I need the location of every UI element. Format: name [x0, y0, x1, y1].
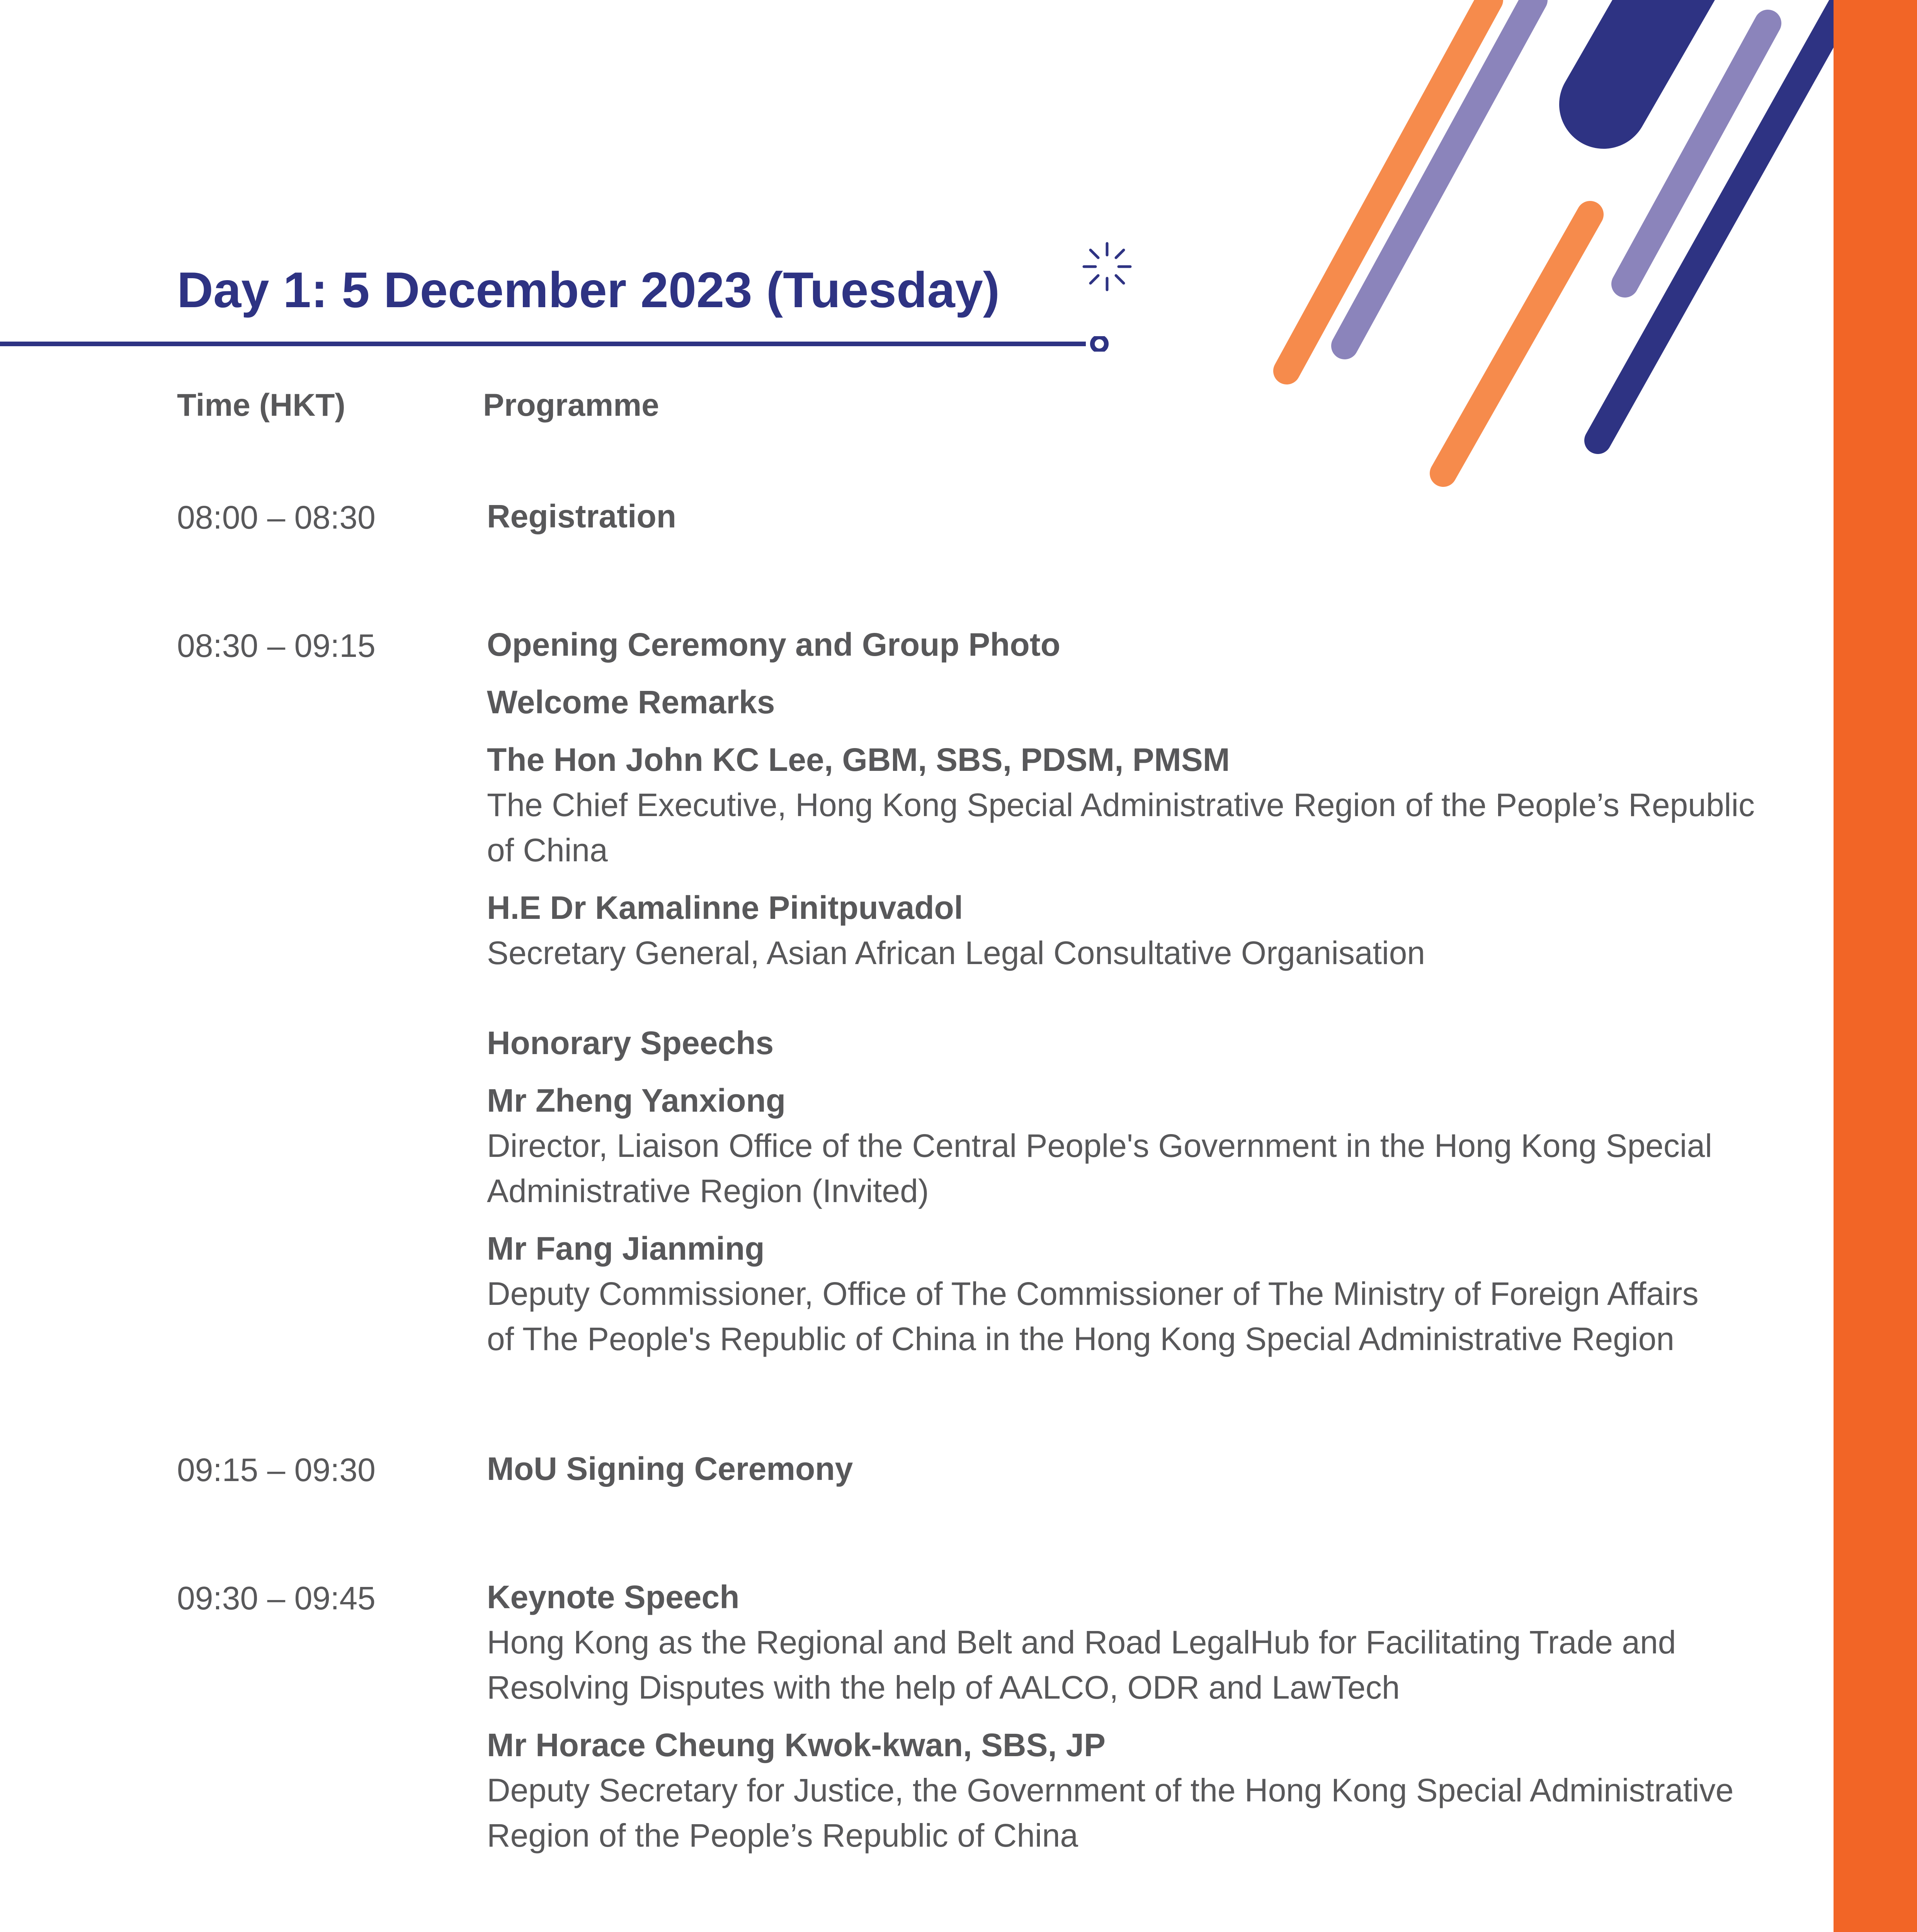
time-slot: 08:00 – 08:30	[177, 499, 376, 536]
programme-title: MoU Signing Ceremony	[487, 1451, 853, 1487]
page-title: Day 1: 5 December 2023 (Tuesday)	[177, 262, 1000, 318]
programme-block	[487, 622, 1793, 1362]
programme-title: Opening Ceremony and Group Photo	[487, 626, 1061, 663]
programme-title: Registration	[487, 498, 677, 534]
right-orange-band	[1834, 0, 1917, 1932]
time-slot: 08:30 – 09:15	[177, 628, 376, 664]
programme-title: Keynote Speech	[487, 1579, 740, 1615]
circle-end-icon	[1092, 337, 1106, 351]
section-heading: Honorary Speechs	[487, 1025, 774, 1061]
title-underline	[0, 336, 1121, 352]
speaker-role: of The People's Republic of China in the Hong Kong Special Administrative Region	[487, 1321, 1675, 1357]
speaker-role: of China	[487, 832, 608, 868]
column-header-time: Time (HKT)	[177, 388, 345, 423]
sparkle-icon	[1082, 242, 1132, 292]
programme-block	[487, 1575, 1793, 1858]
stripe-orange-1	[1287, 0, 1490, 371]
speaker-name: Mr Zheng Yanxiong	[487, 1082, 786, 1119]
programme-subtitle: Hong Kong as the Regional and Belt and Road LegalHub for Facilitating Trade and	[487, 1624, 1676, 1660]
column-header-programme: Programme	[483, 388, 659, 423]
decorative-stripes	[0, 0, 1917, 502]
speaker-role: Region of the People’s Republic of China	[487, 1817, 1078, 1854]
speaker-role: The Chief Executive, Hong Kong Special Administrative Region of the People’s Republic	[487, 787, 1755, 823]
programme-subtitle: Resolving Disputes with the help of AALCO, ODR and LawTech	[487, 1669, 1400, 1706]
stripe-orange-2	[1443, 214, 1590, 473]
stripe-navy-thick	[1604, 0, 1692, 104]
speaker-name: H.E Dr Kamalinne Pinitpuvadol	[487, 889, 963, 926]
stripe-lavender-1	[1345, 0, 1534, 346]
speaker-role: Deputy Commissioner, Office of The Commissioner of The Ministry of Foreign Affairs	[487, 1276, 1699, 1312]
speaker-name: The Hon John KC Lee, GBM, SBS, PDSM, PMSM	[487, 742, 1230, 778]
time-slot: 09:30 – 09:45	[177, 1580, 376, 1616]
speaker-role: Deputy Secretary for Justice, the Government of the Hong Kong Special Administrative	[487, 1772, 1734, 1808]
speaker-role: Administrative Region (Invited)	[487, 1173, 929, 1209]
speaker-name: Mr Fang Jianming	[487, 1230, 765, 1267]
speaker-name: Mr Horace Cheung Kwok-kwan, SBS, JP	[487, 1727, 1106, 1763]
speaker-role: Secretary General, Asian African Legal Consultative Organisation	[487, 935, 1425, 971]
speaker-role: Director, Liaison Office of the Central People's Government in the Hong Kong Special	[487, 1128, 1712, 1164]
time-slot: 09:15 – 09:30	[177, 1452, 376, 1488]
section-heading: Welcome Remarks	[487, 684, 775, 720]
